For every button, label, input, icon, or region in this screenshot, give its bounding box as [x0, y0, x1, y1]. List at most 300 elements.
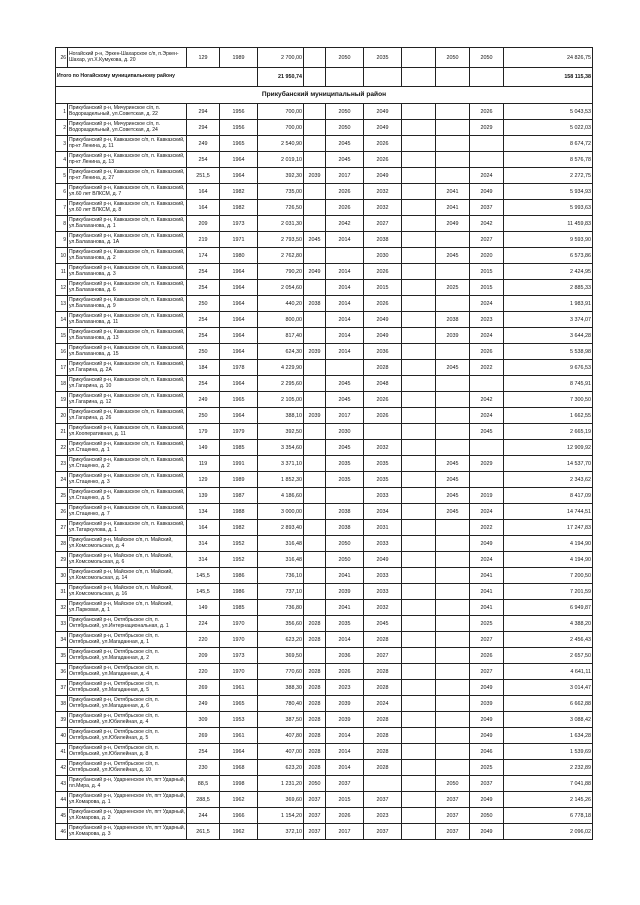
address-cell: Прикубанский р-н, Ударненское г/п, пгт Ударный, ул.Комарова, д. 2 [68, 808, 187, 824]
year-col-3: 2049 [364, 120, 402, 136]
year-cell: 1989 [220, 48, 258, 68]
year-col-5 [436, 120, 470, 136]
year-col-5 [436, 680, 470, 696]
year-cell: 1986 [220, 584, 258, 600]
cost-cell: 440,20 [258, 296, 304, 312]
year-col-3: 2027 [364, 648, 402, 664]
year-col-2: 2050 [326, 120, 364, 136]
year-col-1 [304, 136, 326, 152]
total-cell: 3 644,28 [504, 328, 593, 344]
table-row [56, 792, 593, 808]
year-col-2: 2014 [326, 280, 364, 296]
total-cell: 2 456,43 [504, 632, 593, 648]
year-cell: 1986 [220, 568, 258, 584]
row-number: 12 [56, 280, 68, 296]
year-col-4 [402, 792, 436, 808]
year-col-4 [402, 600, 436, 616]
cost-cell: 388,30 [258, 680, 304, 696]
year-col-2: 2041 [326, 600, 364, 616]
row-number: 21 [56, 424, 68, 440]
table-body [56, 48, 593, 840]
area-cell: 254 [187, 376, 220, 392]
year-cell: 1989 [220, 472, 258, 488]
address-cell: Прикубанский р-н, Майское с/п, п. Майский, ул.Комсомольская, д. 4 [68, 536, 187, 552]
address-cell: Прикубанский р-н, Кавказское с/п, п. Кавказский, ул.Кооперативная, д. 11 [68, 424, 187, 440]
year-col-6 [470, 440, 504, 456]
year-col-1: 2028 [304, 728, 326, 744]
total-cell: 4 641,11 [504, 664, 593, 680]
year-cell: 1964 [220, 344, 258, 360]
year-cell: 1964 [220, 168, 258, 184]
year-col-6: 2041 [470, 584, 504, 600]
total-cell: 8 745,91 [504, 376, 593, 392]
cost-cell: 770,60 [258, 664, 304, 680]
year-col-2: 2026 [326, 808, 364, 824]
address-cell: Прикубанский р-н, Кавказское с/п, п. Кавказский, пр-кт Ленина, д. 27 [68, 168, 187, 184]
year-col-6: 2049 [470, 824, 504, 840]
area-cell: 145,5 [187, 568, 220, 584]
address-cell: Прикубанский р-н, Октябрьское с/п, п. Октябрьский, ул.Юбилейная, д. 10 [68, 760, 187, 776]
year-col-5 [436, 536, 470, 552]
year-col-3: 2035 [364, 48, 402, 68]
table-row [56, 184, 593, 200]
table-row [56, 600, 593, 616]
year-cell: 1971 [220, 232, 258, 248]
year-cell: 1979 [220, 424, 258, 440]
cost-cell: 2 295,60 [258, 376, 304, 392]
year-col-1: 2039 [304, 168, 326, 184]
year-col-4 [402, 728, 436, 744]
year-cell: 1952 [220, 536, 258, 552]
year-col-5 [436, 664, 470, 680]
cost-cell: 700,00 [258, 120, 304, 136]
table-row [56, 104, 593, 120]
year-cell: 1982 [220, 200, 258, 216]
cost-cell: 624,30 [258, 344, 304, 360]
area-cell: 261,5 [187, 824, 220, 840]
year-col-3: 2049 [364, 168, 402, 184]
table-row [56, 824, 593, 840]
year-col-3: 2030 [364, 248, 402, 264]
cost-cell: 736,80 [258, 600, 304, 616]
address-cell: Прикубанский р-н, Октябрьское с/п, п. Октябрьский, ул.Магаданная, д. 1 [68, 632, 187, 648]
year-col-1 [304, 552, 326, 568]
year-col-6: 2049 [470, 712, 504, 728]
table-row [56, 504, 593, 520]
address-cell: Прикубанский р-н, Майское с/п, п. Майский, ул.Комсомольская, д. 14 [68, 568, 187, 584]
year-col-2: 2037 [326, 776, 364, 792]
area-cell: 164 [187, 520, 220, 536]
year-col-3: 2026 [364, 136, 402, 152]
year-col-3: 2032 [364, 200, 402, 216]
year-col-6 [470, 152, 504, 168]
year-col-5 [436, 424, 470, 440]
area-cell: 174 [187, 248, 220, 264]
year-col-6: 2027 [470, 632, 504, 648]
year-cell: 1988 [220, 504, 258, 520]
year-col-1: 2038 [304, 296, 326, 312]
year-col-3: 2032 [364, 600, 402, 616]
year-col-1 [304, 424, 326, 440]
year-col-6: 2025 [470, 760, 504, 776]
year-cell: 1956 [220, 104, 258, 120]
year-col-2: 2026 [326, 200, 364, 216]
year-col-2: 2014 [326, 312, 364, 328]
address-cell: Прикубанский р-н, Кавказское с/п, п. Кавказский, ул.Стаценко, д. 2 [68, 456, 187, 472]
year-col-6: 2050 [470, 48, 504, 68]
total-cell: 14 537,70 [504, 456, 593, 472]
cost-cell: 2 105,00 [258, 392, 304, 408]
year-col-4 [402, 520, 436, 536]
row-number: 23 [56, 456, 68, 472]
area-cell: 149 [187, 440, 220, 456]
year-col-2: 2017 [326, 168, 364, 184]
year-cell: 1956 [220, 120, 258, 136]
cost-cell: 2 019,10 [258, 152, 304, 168]
table-row [56, 216, 593, 232]
year-col-5 [436, 296, 470, 312]
year-cell: 1982 [220, 184, 258, 200]
year-cell: 1964 [220, 312, 258, 328]
year-col-1 [304, 440, 326, 456]
address-cell: Прикубанский р-н, Кавказское с/п, п. Кавказский, ул.Балаханова, д. 9 [68, 296, 187, 312]
area-cell: 164 [187, 184, 220, 200]
year-col-3: 2035 [364, 456, 402, 472]
year-col-3: 2036 [364, 344, 402, 360]
area-cell: 309 [187, 712, 220, 728]
year-cell: 1987 [220, 488, 258, 504]
year-col-4 [402, 360, 436, 376]
year-col-4 [402, 616, 436, 632]
year-col-3: 2037 [364, 824, 402, 840]
table-row [56, 152, 593, 168]
year-col-2: 2038 [326, 520, 364, 536]
cost-cell: 2 540,90 [258, 136, 304, 152]
total-cell: 2 885,33 [504, 280, 593, 296]
year-col-2: 2039 [326, 696, 364, 712]
table-row [56, 472, 593, 488]
year-cell: 1985 [220, 440, 258, 456]
year-col-4 [402, 632, 436, 648]
year-col-5 [436, 136, 470, 152]
year-col-4 [402, 456, 436, 472]
total-cell: 6 573,86 [504, 248, 593, 264]
table-row [56, 312, 593, 328]
table-row [56, 568, 593, 584]
table-row [56, 680, 593, 696]
year-col-2: 2041 [326, 568, 364, 584]
row-number: 40 [56, 728, 68, 744]
cost-cell: 735,00 [258, 184, 304, 200]
year-col-6: 2015 [470, 264, 504, 280]
year-cell: 1973 [220, 648, 258, 664]
cost-cell: 2 893,40 [258, 520, 304, 536]
register-table [55, 47, 593, 840]
year-cell: 1953 [220, 712, 258, 728]
cost-cell: 2 793,50 [258, 232, 304, 248]
table-row [56, 744, 593, 760]
table-row [56, 344, 593, 360]
year-col-1: 2039 [304, 408, 326, 424]
address-cell: Прикубанский р-н, Кавказское с/п, п. Кавказский, ул.60 лет ВЛКСМ, д. 8 [68, 200, 187, 216]
cost-cell: 2 762,80 [258, 248, 304, 264]
year-col-1 [304, 312, 326, 328]
year-col-2: 2045 [326, 152, 364, 168]
table-row [56, 616, 593, 632]
year-col-1 [304, 200, 326, 216]
cost-cell: 623,20 [258, 632, 304, 648]
year-col-4 [402, 712, 436, 728]
address-cell: Прикубанский р-н, Кавказское с/п, п. Кавказский, ул.Балаханова, д. 6 [68, 280, 187, 296]
row-number: 18 [56, 376, 68, 392]
year-col-2: 2014 [326, 264, 364, 280]
year-col-3: 2035 [364, 472, 402, 488]
row-number: 2 [56, 120, 68, 136]
year-col-1 [304, 104, 326, 120]
cost-cell: 387,50 [258, 712, 304, 728]
year-col-5 [436, 712, 470, 728]
address-cell: Прикубанский р-н, Кавказское с/п, п. Кавказский, ул.Гагарина, д. 26 [68, 408, 187, 424]
year-col-6: 2045 [470, 424, 504, 440]
year-col-3: 2049 [364, 552, 402, 568]
year-col-3: 2026 [364, 152, 402, 168]
row-number: 9 [56, 232, 68, 248]
year-col-1: 2049 [304, 264, 326, 280]
area-cell: 179 [187, 424, 220, 440]
year-col-6: 2025 [470, 616, 504, 632]
year-col-1 [304, 152, 326, 168]
cost-cell: 4 229,90 [258, 360, 304, 376]
year-col-4 [402, 328, 436, 344]
year-col-1 [304, 584, 326, 600]
year-col-2: 2014 [326, 632, 364, 648]
cost-cell: 790,20 [258, 264, 304, 280]
year-col-6 [470, 136, 504, 152]
year-col-4 [402, 696, 436, 712]
total-cell: 8 674,72 [504, 136, 593, 152]
year-col-4 [402, 568, 436, 584]
year-col-1 [304, 120, 326, 136]
area-cell: 254 [187, 328, 220, 344]
total-cell: 3 374,07 [504, 312, 593, 328]
row-number: 7 [56, 200, 68, 216]
year-cell: 1970 [220, 616, 258, 632]
year-col-3: 2049 [364, 328, 402, 344]
year-col-4 [402, 584, 436, 600]
year-col-1 [304, 472, 326, 488]
year-col-2: 2014 [326, 728, 364, 744]
table-row [56, 48, 593, 68]
row-number: 24 [56, 472, 68, 488]
table-row [56, 296, 593, 312]
cost-cell: 392,50 [258, 424, 304, 440]
total-cell: 9 676,53 [504, 360, 593, 376]
year-col-3: 2049 [364, 104, 402, 120]
year-cell: 1970 [220, 632, 258, 648]
year-col-1 [304, 456, 326, 472]
table-row [56, 760, 593, 776]
address-cell: Прикубанский р-н, Кавказское с/п, п. Кавказский, ул.Балаханова, д. 1А [68, 232, 187, 248]
cost-cell: 1 852,30 [258, 472, 304, 488]
row-number: 29 [56, 552, 68, 568]
row-number: 11 [56, 264, 68, 280]
year-cell: 1966 [220, 808, 258, 824]
area-cell: 249 [187, 392, 220, 408]
total-cell: 1 539,69 [504, 744, 593, 760]
year-col-1: 2028 [304, 712, 326, 728]
year-col-5 [436, 440, 470, 456]
total-cell: 4 194,90 [504, 536, 593, 552]
year-col-4 [402, 152, 436, 168]
year-col-3: 2032 [364, 440, 402, 456]
year-col-4 [402, 376, 436, 392]
area-cell: 209 [187, 648, 220, 664]
area-cell: 220 [187, 632, 220, 648]
year-col-4 [402, 120, 436, 136]
year-col-1 [304, 504, 326, 520]
address-cell: Прикубанский р-н, Кавказское с/п, п. Кавказский, ул.Стаценко, д. 3 [68, 472, 187, 488]
year-col-2: 2026 [326, 664, 364, 680]
year-cell: 1964 [220, 408, 258, 424]
table-row [56, 536, 593, 552]
total-cell: 1 983,91 [504, 296, 593, 312]
total-cell: 2 232,89 [504, 760, 593, 776]
year-col-3: 2034 [364, 504, 402, 520]
year-cell: 1961 [220, 680, 258, 696]
total-cell: 7 300,50 [504, 392, 593, 408]
year-col-5 [436, 696, 470, 712]
row-number: 43 [56, 776, 68, 792]
total-cell: 2 343,62 [504, 472, 593, 488]
table-row [56, 584, 593, 600]
year-col-5: 2045 [436, 488, 470, 504]
row-number: 1 [56, 104, 68, 120]
year-col-6: 2049 [470, 680, 504, 696]
year-col-3: 2023 [364, 808, 402, 824]
cost-cell: 800,00 [258, 312, 304, 328]
total-cell: 1 634,28 [504, 728, 593, 744]
year-col-6: 2027 [470, 232, 504, 248]
year-col-4 [402, 264, 436, 280]
address-cell: Прикубанский р-н, Ударненское г/п, пгт Ударный, ул.Комарова, д. 3 [68, 824, 187, 840]
year-col-4 [402, 552, 436, 568]
year-col-5 [436, 568, 470, 584]
year-col-5 [436, 648, 470, 664]
address-cell: Прикубанский р-н, Майское с/п, п. Майский, ул.Комсомольская, д. 6 [68, 552, 187, 568]
year-col-5 [436, 584, 470, 600]
area-cell: 249 [187, 136, 220, 152]
year-col-1 [304, 216, 326, 232]
cost-cell: 4 186,60 [258, 488, 304, 504]
row-number: 19 [56, 392, 68, 408]
row-number: 3 [56, 136, 68, 152]
year-col-3: 2038 [364, 232, 402, 248]
address-cell: Прикубанский р-н, Кавказское с/п, п. Кавказский, ул.Татаркулова, д. 1 [68, 520, 187, 536]
table-row [56, 328, 593, 344]
row-number: 41 [56, 744, 68, 760]
area-cell: 244 [187, 808, 220, 824]
year-col-1: 2050 [304, 776, 326, 792]
year-col-2: 2050 [326, 552, 364, 568]
year-col-2: 2035 [326, 456, 364, 472]
year-cell: 1964 [220, 152, 258, 168]
year-col-4 [402, 776, 436, 792]
year-col-2: 2045 [326, 136, 364, 152]
table-row [56, 776, 593, 792]
cost-cell: 407,00 [258, 744, 304, 760]
year-cell: 1964 [220, 280, 258, 296]
address-cell: Прикубанский р-н, Кавказское с/п, п. Кавказский, ул.Балаханова, д. 11 [68, 312, 187, 328]
row-number: 8 [56, 216, 68, 232]
year-col-4 [402, 424, 436, 440]
year-col-5 [436, 232, 470, 248]
area-cell: 250 [187, 408, 220, 424]
area-cell: 139 [187, 488, 220, 504]
year-col-5: 2041 [436, 184, 470, 200]
year-col-6: 2049 [470, 536, 504, 552]
year-col-5 [436, 104, 470, 120]
year-col-1: 2028 [304, 744, 326, 760]
address-cell: Прикубанский р-н, Кавказское с/п, п. Кавказский, ул.Балаханова, д. 15 [68, 344, 187, 360]
total-cell: 5 043,53 [504, 104, 593, 120]
year-col-3: 2048 [364, 376, 402, 392]
cost-cell: 1 231,20 [258, 776, 304, 792]
area-cell: 219 [187, 232, 220, 248]
address-cell: Прикубанский р-н, Кавказское с/п, п. Кавказский, ул.Гагарина, д. 10 [68, 376, 187, 392]
area-cell: 269 [187, 680, 220, 696]
total-cell: 14 744,51 [504, 504, 593, 520]
year-col-2: 2039 [326, 584, 364, 600]
table-row [56, 488, 593, 504]
total-cell: 3 014,47 [504, 680, 593, 696]
year-col-1 [304, 648, 326, 664]
area-cell: 209 [187, 216, 220, 232]
total-cell: 11 459,83 [504, 216, 593, 232]
year-col-5 [436, 264, 470, 280]
area-cell: 220 [187, 664, 220, 680]
cost-cell: 700,00 [258, 104, 304, 120]
year-cell: 1964 [220, 376, 258, 392]
year-col-2: 2014 [326, 760, 364, 776]
year-col-6: 2049 [470, 728, 504, 744]
area-cell: 314 [187, 552, 220, 568]
cost-cell: 316,48 [258, 552, 304, 568]
address-cell: Прикубанский р-н, Майское с/п, п. Майский, ул.Комсомольская, д. 16 [68, 584, 187, 600]
address-cell: Прикубанский р-н, Октябрьское с/п, п. Октябрьский, ул.Магаданная, д. 5 [68, 680, 187, 696]
address-cell: Прикубанский р-н, Кавказское с/п, п. Кавказский, ул.Балаханова, д. 3 [68, 264, 187, 280]
row-number: 13 [56, 296, 68, 312]
year-col-4 [402, 48, 436, 68]
area-cell: 134 [187, 504, 220, 520]
cost-cell: 780,40 [258, 696, 304, 712]
year-col-4 [402, 440, 436, 456]
row-number: 22 [56, 440, 68, 456]
row-number: 17 [56, 360, 68, 376]
area-cell: 254 [187, 152, 220, 168]
year-col-4 [402, 760, 436, 776]
cost-cell: 316,48 [258, 536, 304, 552]
cost-cell: 356,60 [258, 616, 304, 632]
year-col-1 [304, 328, 326, 344]
row-number: 28 [56, 536, 68, 552]
year-col-2: 2050 [326, 104, 364, 120]
year-cell: 1978 [220, 360, 258, 376]
table-row [56, 552, 593, 568]
section-title: Прикубанский муниципальный район [56, 87, 593, 104]
table-row [56, 424, 593, 440]
row-number: 26 [56, 504, 68, 520]
year-col-6: 2027 [470, 664, 504, 680]
